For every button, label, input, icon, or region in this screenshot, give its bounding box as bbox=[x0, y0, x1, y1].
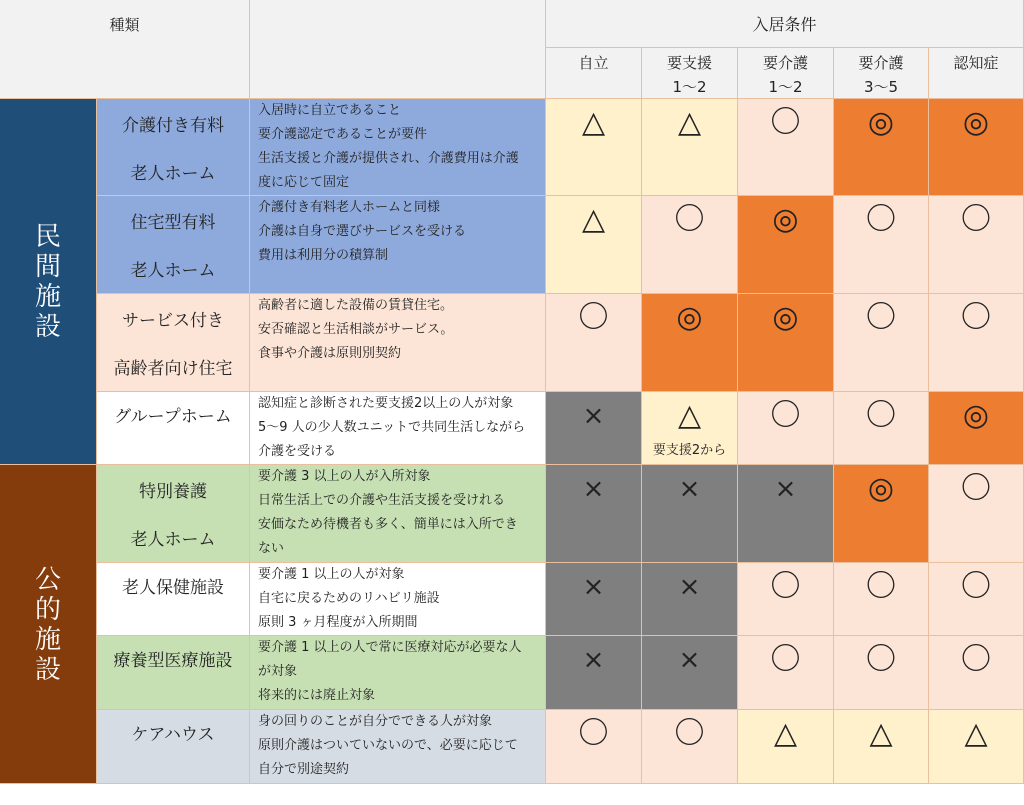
condition-mark-cell bbox=[929, 392, 1024, 465]
condition-mark: △ bbox=[677, 105, 702, 140]
section-label-char: 設 bbox=[34, 312, 61, 342]
condition-mark-cell bbox=[834, 99, 929, 196]
facility-description-line: 自分で別途契約 bbox=[258, 762, 350, 777]
condition-mark: 〇 bbox=[866, 300, 896, 335]
condition-mark: 〇 bbox=[866, 398, 896, 433]
condition-mark: △ bbox=[869, 716, 893, 751]
facility-description-line: 要介護 1 以上の人で常に医療対応が必要な人 bbox=[258, 640, 522, 655]
facility-description-line: 要介護 3 以上の人が入所対象 bbox=[258, 469, 431, 484]
section-label-char: 間 bbox=[34, 252, 61, 282]
facility-description bbox=[250, 294, 546, 392]
facility-name-line: ケアハウス bbox=[131, 725, 215, 745]
facility-description bbox=[250, 563, 546, 636]
facility-description-line: 日常生活上での介護や生活支援を受けれる bbox=[258, 493, 506, 508]
condition-mark: △ bbox=[581, 202, 606, 237]
facility-name bbox=[97, 196, 250, 294]
facility-name-line: 老人ホーム bbox=[130, 164, 216, 184]
condition-mark: × bbox=[582, 474, 605, 504]
section-label-char: 施 bbox=[34, 282, 61, 312]
condition-mark-cell bbox=[929, 196, 1024, 294]
facility-name-line: 老人ホーム bbox=[130, 530, 216, 550]
condition-mark-cell bbox=[738, 294, 834, 392]
condition-mark-cell bbox=[929, 294, 1024, 392]
facility-description-line: 安否確認と生活相談がサービス。 bbox=[258, 322, 454, 337]
condition-mark: ◎ bbox=[867, 105, 895, 140]
section-label-char: 公 bbox=[34, 564, 61, 595]
section-label-char: 設 bbox=[34, 654, 61, 685]
facility-name-line: 住宅型有料 bbox=[130, 213, 216, 233]
facility-description-line: 入居時に自立であること bbox=[258, 103, 402, 118]
condition-column-header bbox=[738, 48, 834, 99]
facility-description-line: ない bbox=[258, 541, 285, 556]
facility-description-line: 費用は利用分の積算制 bbox=[258, 248, 389, 263]
condition-mark-cell bbox=[738, 392, 834, 465]
condition-mark: 〇 bbox=[770, 569, 801, 604]
condition-mark: 〇 bbox=[961, 642, 991, 677]
condition-mark-cell bbox=[834, 392, 929, 465]
condition-mark: ◎ bbox=[867, 471, 895, 506]
condition-mark-cell bbox=[738, 99, 834, 196]
condition-mark: 〇 bbox=[770, 642, 801, 677]
condition-mark: × bbox=[678, 474, 701, 504]
condition-mark: 〇 bbox=[770, 398, 801, 433]
condition-mark-cell bbox=[546, 636, 642, 710]
condition-mark: 〇 bbox=[866, 569, 896, 604]
condition-mark-cell bbox=[929, 710, 1024, 784]
condition-column-header bbox=[642, 48, 738, 99]
facility-description-line: 安価なため待機者も多く、簡単には入所でき bbox=[258, 517, 518, 532]
facility-description-line: 将来的には廃止対象 bbox=[258, 688, 376, 703]
facility-name-line: 老人保健施設 bbox=[122, 578, 224, 598]
conditions-header-label: 入居条件 bbox=[752, 15, 817, 34]
facility-description-line: 原則介護はついていないので、必要に応じて bbox=[258, 738, 518, 753]
condition-mark: 〇 bbox=[578, 300, 609, 335]
condition-mark: 〇 bbox=[866, 642, 896, 677]
condition-column-header bbox=[929, 48, 1024, 99]
condition-mark: ◎ bbox=[962, 105, 990, 140]
condition-column-label: 認知症 bbox=[953, 54, 999, 72]
condition-mark-cell bbox=[642, 710, 738, 784]
facility-name bbox=[97, 563, 250, 636]
condition-mark: × bbox=[582, 645, 605, 675]
facility-description bbox=[250, 465, 546, 563]
condition-mark: 〇 bbox=[578, 716, 609, 751]
facility-description-line: 身の回りのことが自分でできる人が対象 bbox=[258, 714, 493, 729]
facility-name-line: 特別養護 bbox=[139, 482, 207, 502]
condition-mark: × bbox=[678, 572, 701, 602]
kind-header bbox=[0, 0, 250, 99]
condition-mark-cell bbox=[642, 294, 738, 392]
condition-mark-cell bbox=[546, 710, 642, 784]
condition-mark: 〇 bbox=[961, 471, 991, 506]
condition-mark-cell bbox=[834, 563, 929, 636]
condition-mark-cell bbox=[642, 392, 738, 465]
facility-description-line: 原則 3 ヶ月程度が入所期間 bbox=[258, 615, 418, 630]
section-label-char: 民 bbox=[34, 222, 61, 252]
condition-column-label: 要介護 bbox=[762, 54, 808, 72]
condition-column-label: 1～2 bbox=[768, 78, 803, 96]
condition-mark-cell bbox=[834, 636, 929, 710]
facility-description-line: が対象 bbox=[258, 664, 298, 679]
condition-column-label: 要支援 bbox=[666, 54, 712, 72]
facility-name-line: グループホーム bbox=[114, 407, 232, 427]
facility-name-line: 高齢者向け住宅 bbox=[113, 359, 233, 379]
condition-mark: × bbox=[582, 401, 605, 431]
condition-mark: 〇 bbox=[866, 202, 896, 237]
condition-mark-cell bbox=[929, 636, 1024, 710]
facility-name-line: 介護付き有料 bbox=[122, 116, 224, 136]
condition-mark-cell bbox=[546, 563, 642, 636]
condition-column-label: 1～2 bbox=[672, 78, 707, 96]
condition-column-label: 要介護 bbox=[858, 54, 904, 72]
facility-name-line: 療養型医療施設 bbox=[113, 651, 233, 671]
facility-description-line: 自宅に戻るためのリハビリ施設 bbox=[258, 591, 440, 606]
facility-description bbox=[250, 392, 546, 465]
facility-name-line: 老人ホーム bbox=[130, 261, 216, 281]
condition-mark-cell bbox=[642, 196, 738, 294]
condition-mark: ◎ bbox=[772, 300, 799, 335]
condition-mark-cell bbox=[642, 636, 738, 710]
condition-mark: 〇 bbox=[961, 300, 991, 335]
condition-mark: 〇 bbox=[674, 202, 705, 237]
facility-name-line: サービス付き bbox=[122, 311, 224, 331]
condition-mark: ◎ bbox=[772, 202, 799, 237]
condition-mark: × bbox=[678, 645, 701, 675]
facility-description-line: 5～9 人の少人数ユニットで共同生活しながら bbox=[258, 420, 526, 435]
condition-mark-cell bbox=[642, 465, 738, 563]
condition-mark: ◎ bbox=[676, 300, 703, 335]
section-label-char: 的 bbox=[34, 594, 61, 625]
facility-name bbox=[97, 392, 250, 465]
conditions-header bbox=[546, 0, 1024, 48]
condition-mark-cell bbox=[546, 392, 642, 465]
facility-description-line: 認知症と診断された要支援2以上の人が対象 bbox=[258, 396, 514, 411]
facility-name bbox=[97, 636, 250, 710]
condition-mark-cell bbox=[929, 563, 1024, 636]
condition-mark-cell bbox=[546, 465, 642, 563]
facility-description-line: 介護付き有料老人ホームと同様 bbox=[258, 200, 441, 215]
facility-name bbox=[97, 465, 250, 563]
kind-header-label: 種類 bbox=[109, 16, 140, 34]
facility-description bbox=[250, 710, 546, 784]
condition-mark-cell bbox=[834, 196, 929, 294]
condition-column-label: 3～5 bbox=[863, 78, 899, 96]
facility-description bbox=[250, 636, 546, 710]
facility-description bbox=[250, 99, 546, 196]
condition-note: 要支援2から bbox=[652, 443, 727, 458]
condition-mark: × bbox=[774, 474, 797, 504]
facility-description-line: 介護は自身で選びサービスを受ける bbox=[258, 224, 467, 239]
facility-description-line: 介護を受ける bbox=[258, 444, 337, 459]
condition-mark-cell bbox=[546, 196, 642, 294]
facility-description-line: 高齢者に適した設備の賃貸住宅。 bbox=[258, 298, 454, 313]
condition-mark-cell bbox=[834, 465, 929, 563]
condition-mark-cell bbox=[834, 710, 929, 784]
condition-column-label: 自立 bbox=[578, 54, 609, 72]
facility-description-line: 要介護認定であることが要件 bbox=[258, 127, 428, 142]
description-header bbox=[250, 0, 546, 99]
condition-mark-cell bbox=[546, 294, 642, 392]
condition-column-header bbox=[546, 48, 642, 99]
condition-mark-cell bbox=[929, 465, 1024, 563]
condition-mark-cell bbox=[642, 99, 738, 196]
facility-description-line: 生活支援と介護が提供され、介護費用は介護 bbox=[258, 151, 519, 166]
condition-mark-cell bbox=[929, 99, 1024, 196]
condition-mark: △ bbox=[964, 716, 988, 751]
condition-mark-cell bbox=[738, 563, 834, 636]
section-private bbox=[0, 99, 97, 465]
condition-mark: △ bbox=[677, 398, 702, 433]
facility-description-line: 食事や介護は原則別契約 bbox=[258, 346, 402, 361]
condition-mark: 〇 bbox=[770, 105, 801, 140]
condition-mark: △ bbox=[773, 716, 798, 751]
facility-name bbox=[97, 710, 250, 784]
condition-mark: × bbox=[582, 572, 605, 602]
condition-mark-cell bbox=[642, 563, 738, 636]
condition-mark: 〇 bbox=[961, 202, 991, 237]
condition-mark-cell bbox=[738, 636, 834, 710]
facility-name bbox=[97, 99, 250, 196]
facility-description bbox=[250, 196, 546, 294]
condition-mark: 〇 bbox=[674, 716, 705, 751]
condition-mark-cell bbox=[546, 99, 642, 196]
condition-mark-cell bbox=[834, 294, 929, 392]
section-public bbox=[0, 465, 97, 784]
condition-mark-cell bbox=[738, 710, 834, 784]
facility-name bbox=[97, 294, 250, 392]
facility-description-line: 要介護 1 以上の人が対象 bbox=[258, 567, 405, 582]
condition-mark-cell bbox=[738, 196, 834, 294]
condition-mark: ◎ bbox=[962, 398, 990, 433]
condition-mark: 〇 bbox=[961, 569, 991, 604]
condition-mark: △ bbox=[581, 105, 606, 140]
facility-description-line: 度に応じて固定 bbox=[258, 175, 350, 190]
section-label-char: 施 bbox=[34, 624, 61, 655]
condition-mark-cell bbox=[738, 465, 834, 563]
condition-column-header bbox=[834, 48, 929, 99]
